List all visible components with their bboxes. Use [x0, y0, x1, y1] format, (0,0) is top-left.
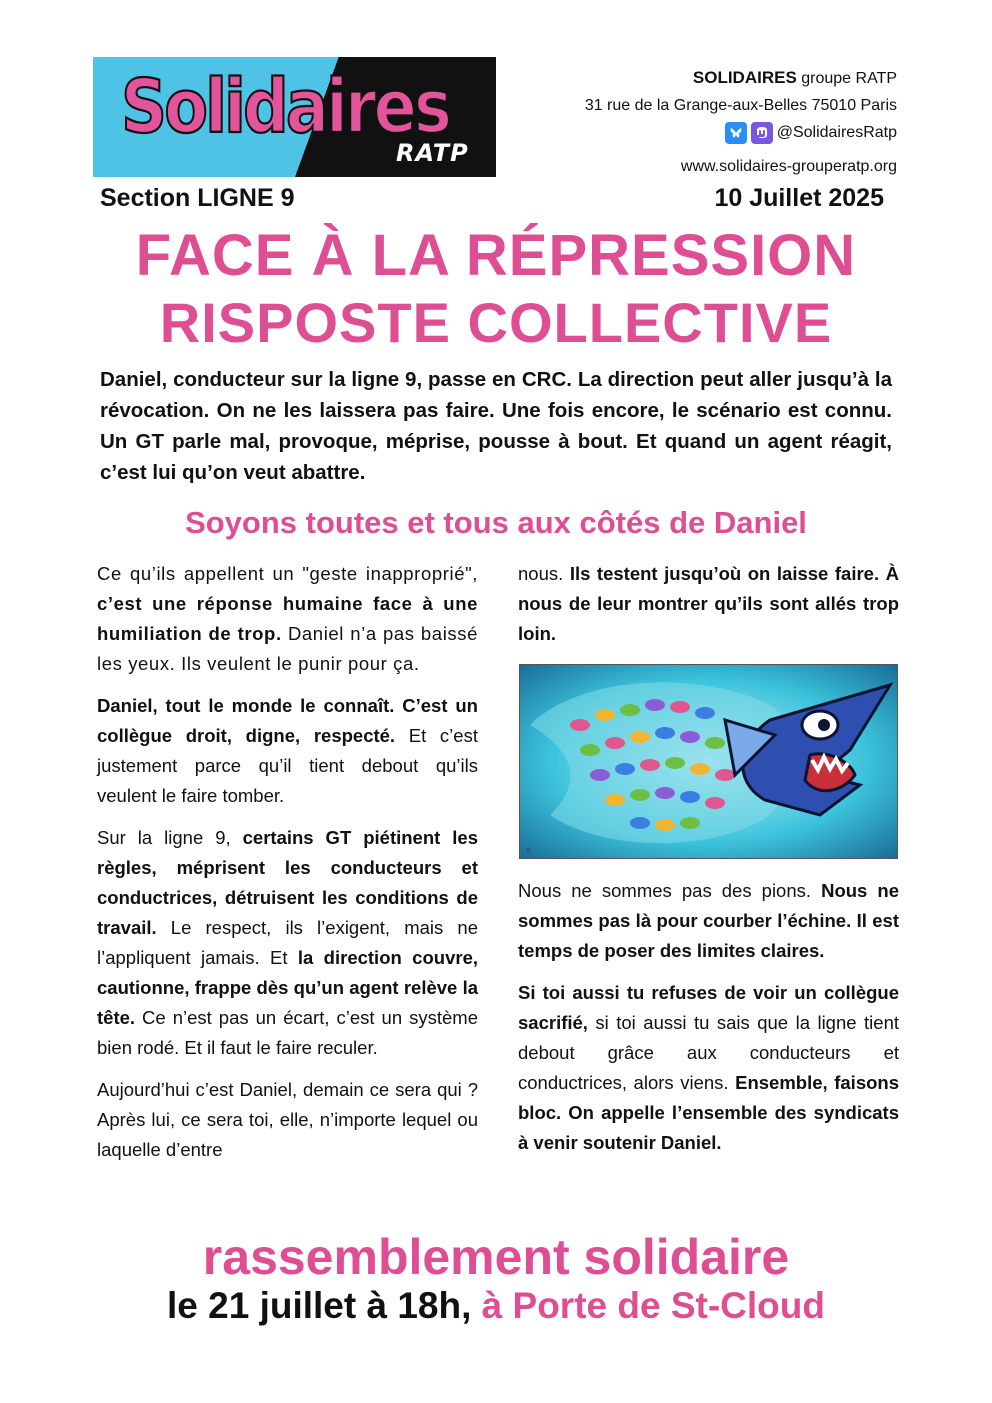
- left-paragraph-3: [97, 823, 478, 1063]
- bold-span: Ils testent jusqu’où on laisse faire. À nous de leur montrer qu’ils sont allés trop loin.: [518, 563, 899, 644]
- text-span: si toi aussi tu sais que la ligne tient debout grâce aux conducteurs et conductrices, alors viens.: [518, 1012, 899, 1093]
- bold-span: Ensemble, faisons bloc. On appelle l’ensemble des syndicats à venir soutenir Daniel.: [518, 1072, 899, 1153]
- text-span: Sur la ligne 9,: [97, 827, 243, 848]
- social-row: [725, 119, 897, 146]
- headline-line1: FACE À LA RÉPRESSION: [135, 223, 857, 288]
- bold-span: c’est une réponse humaine face à une humiliation de trop.: [97, 593, 478, 644]
- text-span: Le respect, ils l’exigent, mais ne l’appliquent jamais. Et: [97, 917, 478, 968]
- date-label: 10 Juillet 2025: [714, 184, 884, 212]
- contact-block: [585, 64, 897, 180]
- text-span: nous.: [518, 563, 570, 584]
- mastodon-icon[interactable]: [751, 122, 773, 144]
- left-column: [97, 559, 478, 1177]
- contact-brand: SOLIDAIRES: [692, 68, 797, 87]
- contact-website[interactable]: www.solidaires-grouperatp.org: [680, 157, 897, 175]
- subheading: Soyons toutes et tous aux côtés de Daniel: [185, 505, 807, 540]
- bold-span: Nous ne sommes pas là pour courber l’échine. Il est temps de poser des limites claires.: [518, 880, 899, 961]
- text-span: Ce qu’ils appellent un "geste inapproprié",: [97, 563, 478, 584]
- contact-title: [585, 64, 897, 92]
- bluesky-icon[interactable]: [725, 122, 747, 144]
- text-span: Ce n’est pas un écart, c’est un système bien rodé. Et il faut le faire reculer.: [97, 1007, 478, 1058]
- text-span: Et c’est justement parce qu’il tient debout qu’ils veulent le faire tomber.: [97, 725, 478, 806]
- section-label: Section LIGNE 9: [100, 184, 295, 212]
- intro-paragraph: Daniel, conducteur sur la ligne 9, passe en CRC. La direction peut aller jusqu’à la révocation. On ne les laissera pas faire. Une fois encore, le scénario est connu. Un GT parle mal, provoque, méprise, pousse à bout. Et quand un agent réagit, c’est lui qu’on veut abattre.: [100, 368, 892, 484]
- rally-when: le 21 juillet à 18h,: [167, 1285, 472, 1326]
- fish-illustration: [519, 664, 898, 859]
- rally-details: [0, 1285, 992, 1327]
- right-column-bottom: [518, 876, 899, 1170]
- right-paragraph-2: [518, 978, 899, 1158]
- bold-span: certains GT piétinent les règles, méprisent les conducteurs et conductrices, détruisent les conditions de travail.: [97, 827, 478, 938]
- left-paragraph-2: [97, 691, 478, 811]
- bold-span: Daniel, tout le monde le connaît. C’est un collègue droit, digne, respecté.: [97, 695, 478, 746]
- left-paragraph-4: Aujourd’hui c’est Daniel, demain ce sera qui ? Après lui, ce sera toi, elle, n’importe lequel ou laquelle d’entre: [97, 1079, 478, 1160]
- solidaires-logo: [93, 57, 496, 177]
- text-span: Daniel n’a pas baissé les yeux. Ils veulent le punir pour ça.: [97, 623, 478, 674]
- contact-address: 31 rue de la Grange-aux-Belles 75010 Paris: [584, 97, 897, 114]
- bold-span: la direction couvre, cautionne, frappe dès qu’un agent relève la tête.: [97, 947, 478, 1028]
- contact-handle[interactable]: @SolidairesRatp: [776, 124, 897, 141]
- rally-where: à Porte de St-Cloud: [481, 1285, 825, 1326]
- headline-line2: RISPOSTE COLLECTIVE: [159, 291, 833, 354]
- svg-text:©: ©: [526, 849, 531, 855]
- logo-word: Solidaires: [121, 65, 449, 151]
- rally-title: rassemblement solidaire: [202, 1229, 790, 1285]
- fish-illustration-svg: [520, 665, 897, 858]
- text-span: Nous ne sommes pas des pions.: [518, 880, 822, 901]
- right-paragraph-0: [518, 559, 899, 649]
- right-column-top: [518, 559, 899, 661]
- contact-group: groupe RATP: [801, 70, 897, 87]
- right-paragraph-1: [518, 876, 899, 966]
- logo-sub: RATP: [396, 139, 469, 167]
- left-paragraph-1: [97, 559, 478, 679]
- bold-span: Si toi aussi tu refuses de voir un collègue sacrifié,: [518, 982, 899, 1033]
